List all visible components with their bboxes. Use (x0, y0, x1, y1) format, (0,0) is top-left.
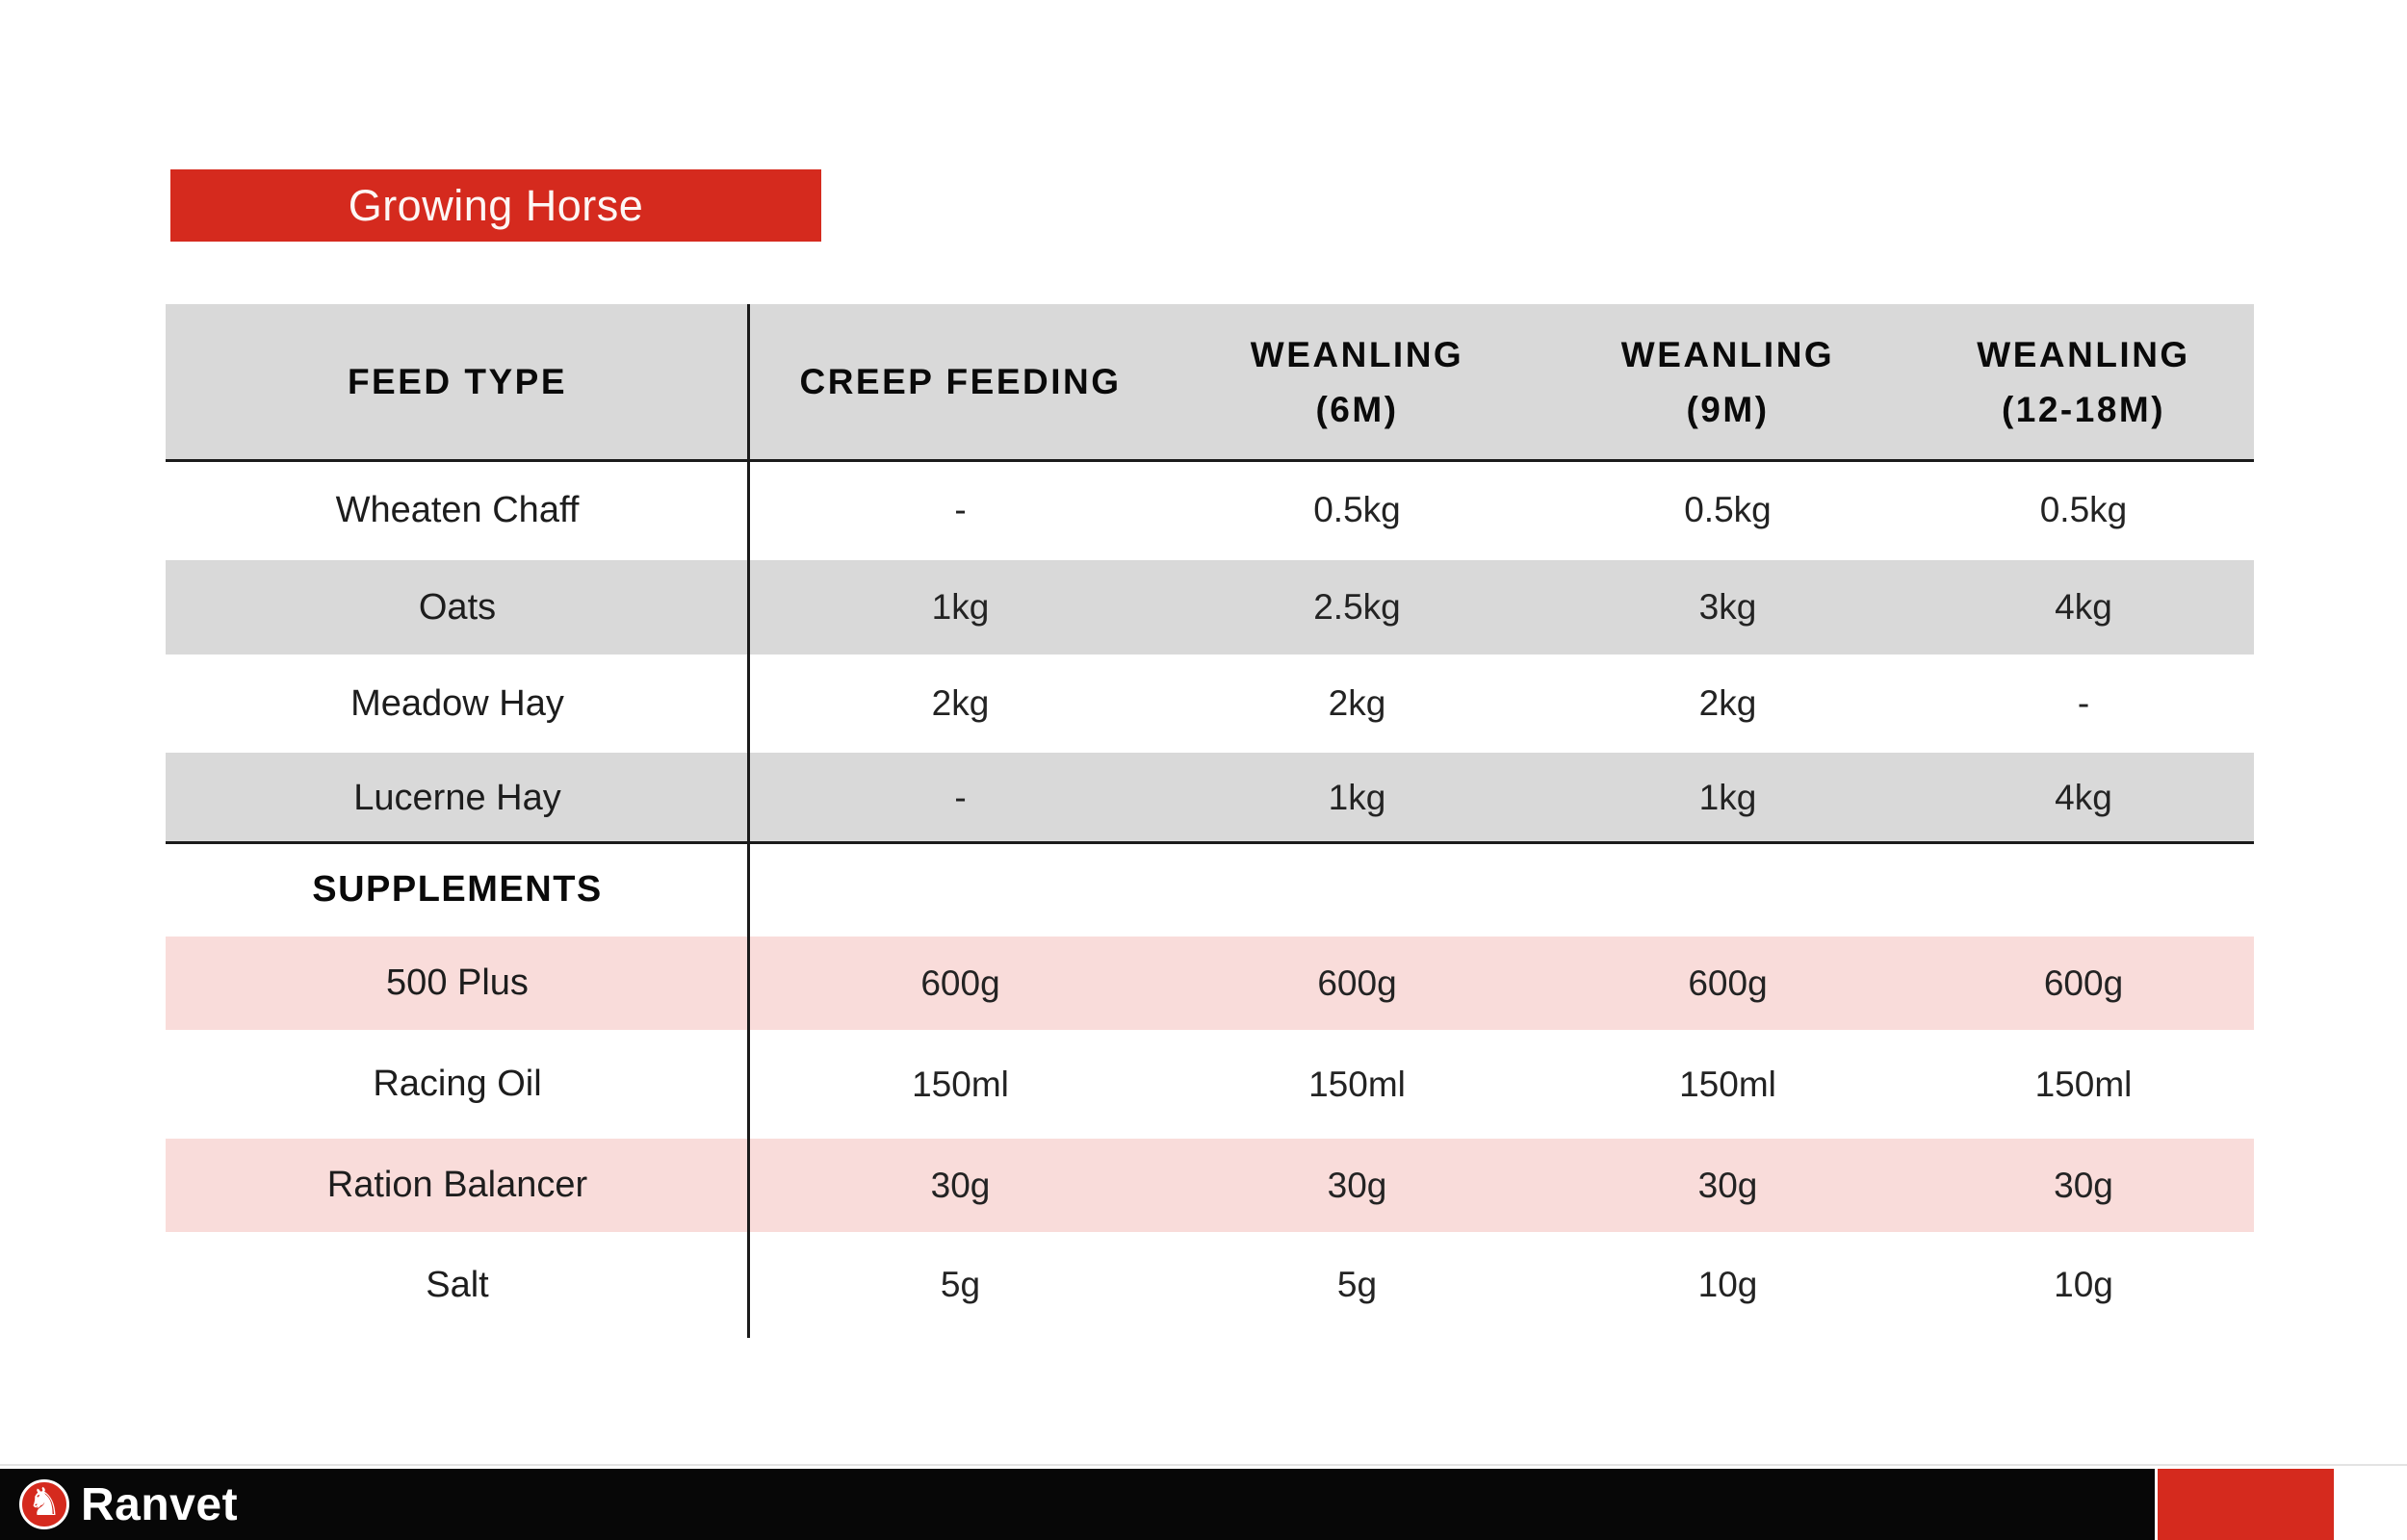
value-cell: 5g (1336, 1265, 1378, 1304)
value-cell: 10g (1697, 1265, 1758, 1304)
supplements-section-label: SUPPLEMENTS (312, 869, 603, 910)
value-cell: 0.5kg (2039, 490, 2128, 529)
ranvet-logo (19, 1478, 238, 1531)
value-cell: 150ml (1308, 1064, 1406, 1104)
header-line: (9M) (1686, 390, 1770, 429)
empty-cell (1172, 843, 1542, 937)
row-supplements-header (166, 843, 2254, 937)
value-cell: 1kg (931, 587, 990, 627)
value-cell: 600g (2043, 962, 2124, 1003)
row-salt (166, 1232, 2254, 1338)
empty-cell (749, 843, 1172, 937)
value-cell: 10g (2054, 1265, 2113, 1304)
value-cell: - (954, 778, 967, 817)
value-cell: 600g (1688, 962, 1768, 1003)
value-cell: 150ml (1679, 1064, 1776, 1104)
header-cell-weanling-12-18m (1913, 304, 2254, 460)
value-cell: - (2077, 683, 2090, 723)
value-cell: 30g (930, 1165, 991, 1205)
value-cell: 0.5kg (1684, 490, 1772, 529)
footer-top-hairline (0, 1464, 2407, 1466)
value-cell: 1kg (1698, 778, 1757, 817)
value-cell: 30g (1327, 1165, 1387, 1205)
header-line: FEED TYPE (347, 362, 568, 402)
header-line: WEANLING (1977, 334, 2190, 374)
value-cell: 600g (1317, 962, 1397, 1003)
header-underline (166, 459, 2254, 462)
header-cell-creep-feeding (749, 304, 1172, 460)
row-label: Racing Oil (373, 1064, 542, 1104)
row-label: Ration Balancer (326, 1165, 588, 1205)
feed-table (166, 304, 2254, 1338)
footer-bar (0, 1469, 2155, 1540)
table-header-row (166, 304, 2254, 460)
horse-icon: ♞ (27, 1480, 62, 1525)
value-cell: 2kg (1698, 683, 1757, 723)
row-racing-oil (166, 1030, 2254, 1139)
section-divider-line (166, 841, 2254, 844)
row-oats (166, 560, 2254, 654)
header-cell-feed-type (166, 304, 749, 460)
row-label: Oats (418, 586, 497, 628)
value-cell: 30g (2054, 1165, 2113, 1205)
value-cell: 3kg (1698, 587, 1757, 627)
row-500-plus (166, 937, 2254, 1030)
row-label: Salt (426, 1264, 489, 1305)
value-cell: 150ml (912, 1064, 1009, 1104)
value-cell: 5g (940, 1265, 981, 1304)
section-banner (170, 169, 821, 242)
value-cell: 2kg (1328, 683, 1386, 723)
row-label: Wheaten Chaff (335, 489, 580, 530)
value-cell: 30g (1697, 1165, 1758, 1205)
header-cell-weanling-6m (1172, 304, 1542, 460)
row-label: 500 Plus (386, 962, 529, 1003)
value-cell: 150ml (2034, 1064, 2133, 1104)
value-cell: - (954, 490, 967, 529)
row-wheaten-chaff (166, 460, 2254, 560)
header-line: WEANLING (1620, 334, 1835, 374)
value-cell: 2.5kg (1313, 587, 1401, 627)
logo-circle (19, 1479, 69, 1529)
brand-text: Ranvet (81, 1478, 239, 1530)
header-line: (12-18M) (2001, 390, 2166, 429)
page-title: Growing Horse (348, 180, 644, 230)
value-cell: 2kg (931, 683, 990, 723)
header-cell-weanling-9m (1542, 304, 1913, 460)
empty-cell (1913, 843, 2254, 937)
row-meadow-hay (166, 654, 2254, 753)
row-lucerne-hay (166, 753, 2254, 843)
empty-cell (1542, 843, 1913, 937)
row-label: Meadow Hay (350, 682, 564, 724)
header-line: (6M) (1315, 390, 1399, 429)
header-line: WEANLING (1250, 334, 1464, 374)
row-label: Lucerne Hay (353, 777, 561, 818)
footer-red-block (2158, 1469, 2334, 1540)
value-cell: 1kg (1328, 778, 1386, 817)
row-ration-balancer (166, 1139, 2254, 1232)
header-line: CREEP FEEDING (799, 362, 1122, 402)
value-cell: 0.5kg (1313, 490, 1401, 529)
value-cell: 4kg (2055, 587, 2112, 627)
value-cell: 600g (920, 962, 1000, 1003)
value-cell: 4kg (2055, 778, 2112, 817)
